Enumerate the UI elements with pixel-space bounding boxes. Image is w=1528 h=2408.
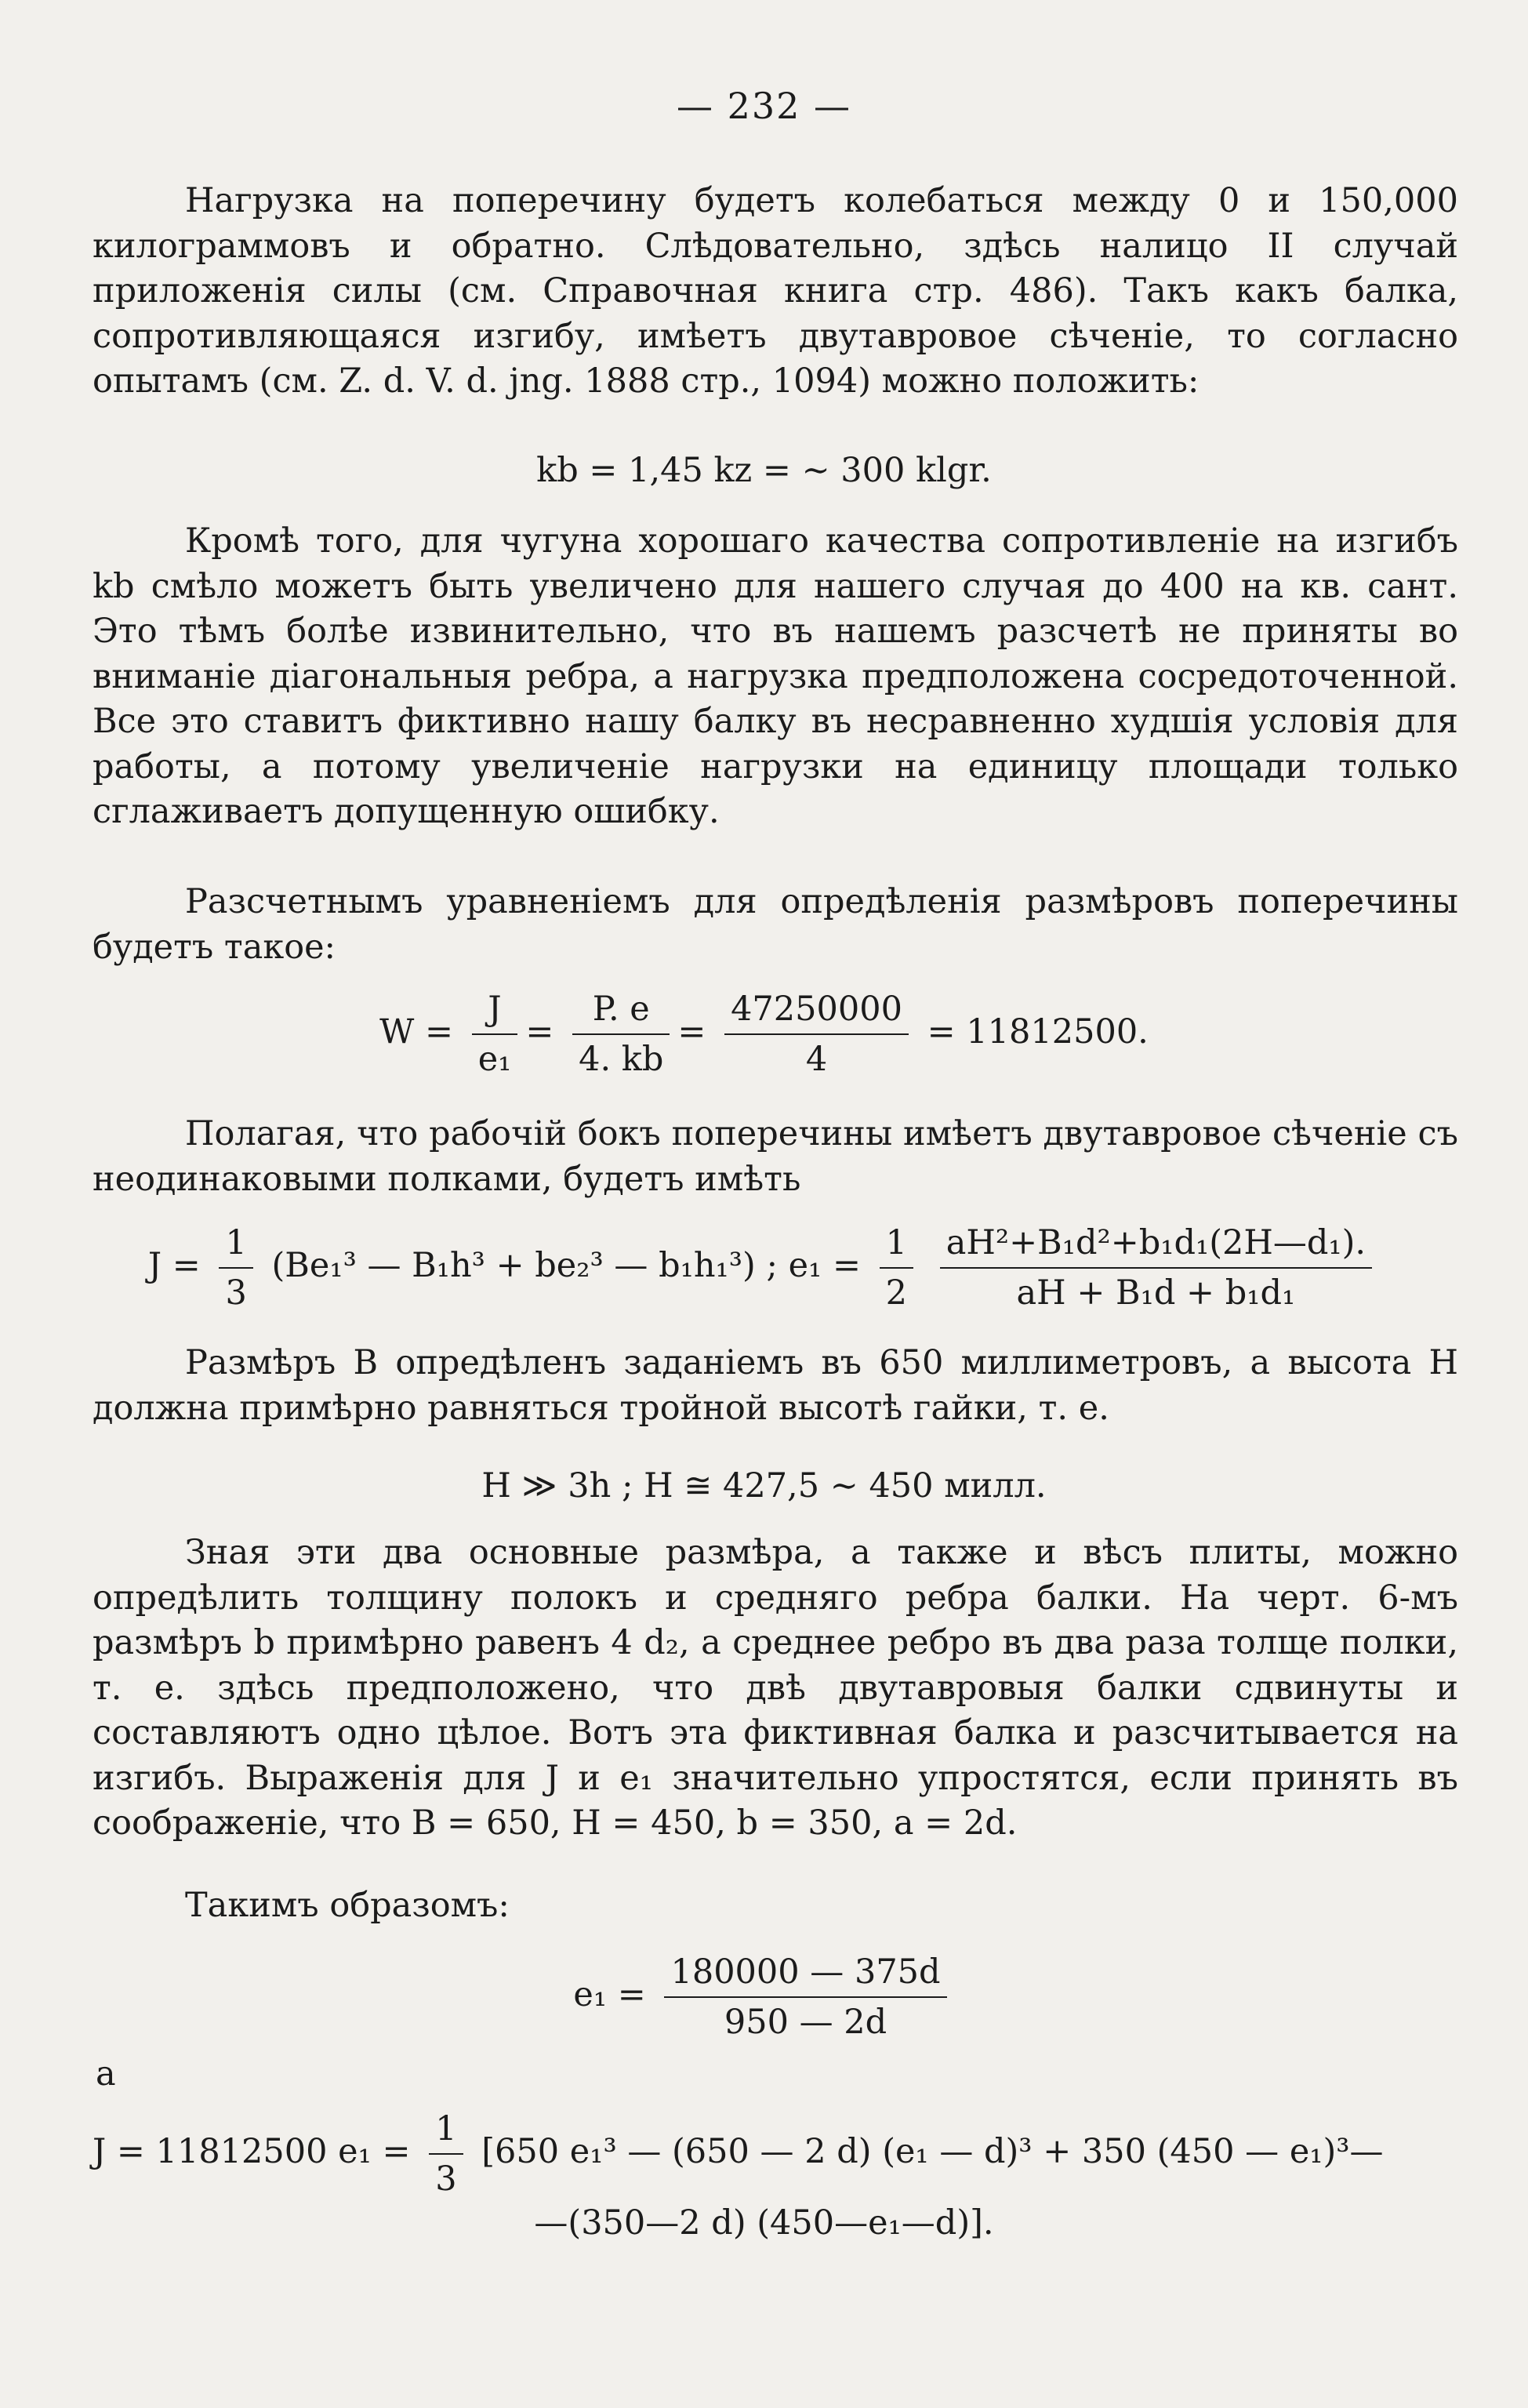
- paragraph-cast-iron: Кромѣ того, для чугуна хорошаго качества сопротивленіе на изгибъ kb смѣло можетъ быть увеличено для нашего случая до 400 на кв. сант. Это тѣмъ болѣе извинительно, что въ нашемъ разсчетѣ не приняты во вниманіе діагональныя ребра, а нагрузка предположена сосредоточенной. Все это ставитъ фиктивно нашу балку въ несравненно худшія условія для работы, а потому увеличеніе нагрузки на единицу площади только сглаживаетъ допущенную ошибку.: [93, 521, 1458, 831]
- paragraph-design-equation: Разсчетнымъ уравненіемъ для опредѣленія размѣровъ поперечины будетъ такое:: [93, 882, 1458, 967]
- equation-kb: kb = 1,45 kz = ∼ 300 klgr.: [536, 451, 992, 490]
- fraction-one-half: $\frac{1}{2}$: [880, 1223, 913, 1313]
- eq-j-body: (Be₁³ — B₁h³ + be₂³ — b₁h₁³) ; e₁ =: [271, 1246, 861, 1285]
- page-number: — 232 —: [676, 85, 852, 127]
- equation-e1: e₁ = $\frac{180000 — 375d}{950 — 2d}$: [0, 1952, 1528, 2042]
- paragraph-thus: Такимъ образомъ:: [185, 1886, 510, 1925]
- fraction-j-e1: $\frac{J}{\text{e₁}}$: [472, 990, 518, 1079]
- fraction-value: $\frac{47250000}{4}$: [724, 990, 909, 1079]
- fraction-one-third: $\frac{1}{3}$: [219, 1223, 252, 1313]
- fraction-pe-4kb: $\frac{P. e}{4. kb}$: [572, 990, 670, 1079]
- fraction-one-third-b: $\frac{1}{3}$: [429, 2109, 463, 2199]
- eq-w-result: = 11812500.: [927, 1012, 1149, 1051]
- eq-w-lhs: W =: [379, 1012, 454, 1051]
- fraction-e1-value: $\frac{180000 — 375d}{950 — 2d}$: [664, 1952, 946, 2042]
- paragraph-i-beam: Полагая, что рабочій бокъ поперечины имѣетъ двутавровое сѣченіе съ неодинаковыми полками, будетъ имѣть: [93, 1114, 1458, 1199]
- eq-j-expanded-body: [650 e₁³ — (650 — 2 d) (e₁ — d)³ + 350 (450 — e₁)³—: [481, 2132, 1384, 2171]
- equation-j-e1: J = $\frac{1}{3}$ (Be₁³ — B₁h³ + be₂³ — b₁h₁³) ; e₁ = $\frac{1}{2}$ $\frac{\text{aH²+B₁d²+b₁d₁(2H—d₁).}}{\text{aH + B₁d + b₁d₁}}$: [0, 1223, 1528, 1313]
- equation-w: W = $\frac{J}{\text{e₁}}$ = $\frac{P. e}{4. kb}$ = $\frac{47250000}{4}$ = 11812500.: [379, 990, 1149, 1079]
- conjunction-label: а: [96, 2054, 116, 2094]
- paragraph-dimension-b: Размѣръ B опредѣленъ заданіемъ въ 650 миллиметровъ, а высота H должна примѣрно равняться тройной высотѣ гайки, т. е.: [93, 1343, 1458, 1428]
- paragraph-load: Нагрузка на поперечину будетъ колебаться между 0 и 150,000 килограммовъ и обратно. Слѣдовательно, здѣсь налицо II случай приложенія силы (см. Справочная книга стр. 486). Такъ какъ балка, сопротивляющаяся изгибу, имѣетъ двутавровое сѣченіе, то согласно опытамъ (см. Z. d. V. d. jng. 1888 стр., 1094) можно положить:: [93, 181, 1458, 401]
- paragraph-flange-thickness: Зная эти два основные размѣра, а также и вѣсъ плиты, можно опредѣлить толщину полокъ и средняго ребра балки. На черт. 6-мъ размѣръ b примѣрно равенъ 4 d₂, а среднее ребро въ два раза толще полки, т. е. здѣсь предположено, что двѣ двутавровыя балки сдвинуты и составляютъ одно цѣлое. Вотъ эта фиктивная балка и разсчитывается на изгибъ. Выраженія для J и e₁ значительно упростятся, если принять въ соображеніе, что B = 650, H = 450, b = 350, a = 2d.: [93, 1533, 1458, 1843]
- equation-j-expanded: J = 11812500 e₁ = $\frac{1}{3}$ [650 e₁³ — (650 — 2 d) (e₁ — d)³ + 350 (450 — e₁)³—: [93, 2109, 1384, 2199]
- equation-h: H ≫ 3h ; H ≅ 427,5 ∼ 450 милл.: [481, 1466, 1047, 1505]
- equation-j-continued: —(350—2 d) (450—e₁—d)].: [534, 2203, 994, 2243]
- fraction-e1-expression: $\frac{\text{aH²+B₁d²+b₁d₁(2H—d₁).}}{\text{aH + B₁d + b₁d₁}}$: [940, 1223, 1372, 1313]
